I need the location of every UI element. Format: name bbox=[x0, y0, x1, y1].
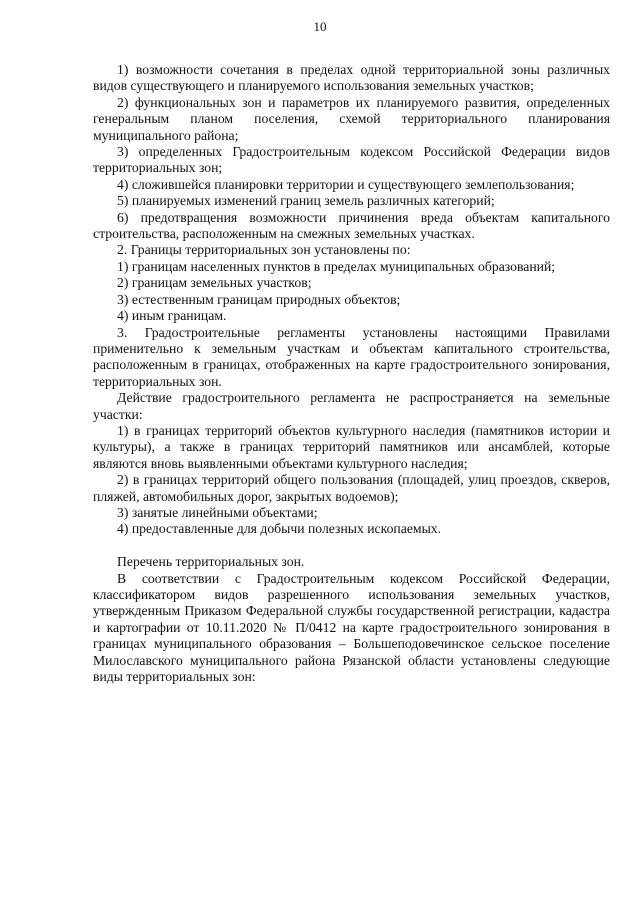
paragraph-item-1: 1) возможности сочетания в пределах одной территориальной зоны различных видов существующего и планируемого использования земельных участков; bbox=[93, 62, 610, 94]
paragraph-border-1: 1) границам населенных пунктов в пределах муниципальных образований; bbox=[117, 258, 556, 274]
paragraph-section-3: 3. Градостроительные регламенты установлены настоящими Правилами применительно к земельным участкам и объектам капитального строительства, расположенным в границах, отображенных на карте градостроительного зонирования, территориальных зон. bbox=[93, 324, 610, 389]
paragraph-exception-3: 3) занятые линейными объектами; bbox=[117, 504, 318, 520]
paragraph-item-3: 3) определенных Градостроительным кодексом Российской Федерации видов территориальных зон; bbox=[93, 144, 610, 176]
document-body bbox=[93, 62, 610, 685]
paragraph-item-6: 6) предотвращения возможности причинения вреда объектам капитального строительства, расположенным на смежных земельных участках. bbox=[93, 209, 610, 242]
paragraph-item-5: 5) планируемых изменений границ земель различных категорий; bbox=[117, 193, 495, 209]
paragraph-exception-2: 2) в границах территорий общего пользования (площадей, улиц проездов, скверов, пляжей, автомобильных дорог, закрытых водоемов); bbox=[93, 472, 610, 504]
paragraph-regulation-scope: Действие градостроительного регламента не распространяется на земельные участки: bbox=[93, 390, 610, 422]
paragraph-exception-4: 4) предоставленные для добычи полезных ископаемых. bbox=[117, 521, 442, 537]
page-number: 10 bbox=[313, 19, 327, 34]
paragraph-border-2: 2) границам земельных участков; bbox=[117, 275, 312, 291]
paragraph-zones-heading: Перечень территориальных зон. bbox=[117, 554, 305, 570]
paragraph-item-2: 2) функциональных зон и параметров их планируемого развития, определенных генеральным планом поселения, схемой территориального планирования муниципального района; bbox=[93, 94, 610, 143]
paragraph-section-2: 2. Границы территориальных зон установлены по: bbox=[117, 242, 411, 258]
paragraph-exception-1: 1) в границах территорий объектов культурного наследия (памятников истории и культуры), а также в границах территорий памятников или ансамблей, которые являются вновь выявленными объектами культурного наследия; bbox=[93, 422, 610, 471]
paragraph-border-3: 3) естественным границам природных объектов; bbox=[117, 291, 401, 307]
paragraph-border-4: 4) иным границам. bbox=[117, 308, 227, 324]
paragraph-zones-intro: В соответствии с Градостроительным кодексом Российской Федерации, классификатором видов разрешенного использования земельных участков, утвержденным Приказом Федеральной службы государственной регистрации, кадастра и картографии от 10.11.2020 № П/0412 на карте градостроительного зонирования в границах муниципального образования – Большеподовечинское сельское поселение Милославского муниципального района Рязанской области установлены следующие виды территориальных зон: bbox=[93, 570, 610, 685]
paragraph-item-4: 4) сложившейся планировки территории и существующего землепользования; bbox=[117, 176, 575, 192]
